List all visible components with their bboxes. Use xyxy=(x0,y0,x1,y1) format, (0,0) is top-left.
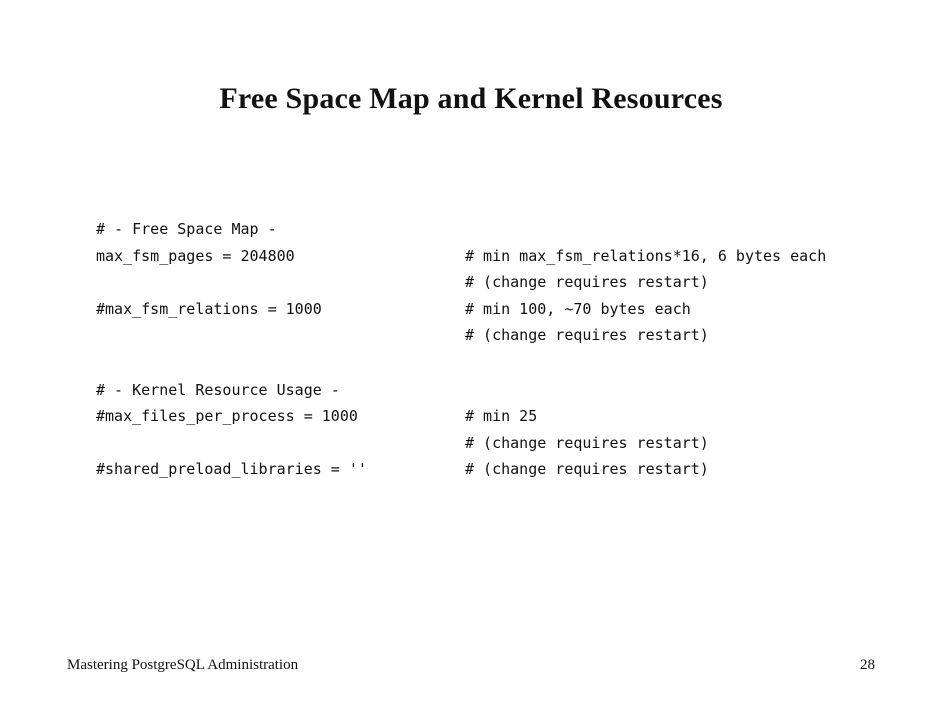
config-setting: #shared_preload_libraries = '' xyxy=(96,460,367,478)
code-line xyxy=(96,247,896,274)
footer-course-title: Mastering PostgreSQL Administration xyxy=(67,657,299,673)
code-line xyxy=(96,220,896,247)
code-line xyxy=(96,460,896,487)
config-code-block xyxy=(96,220,896,487)
config-comment: # min 25 xyxy=(465,407,538,425)
code-line xyxy=(96,407,896,434)
code-line xyxy=(96,300,896,327)
config-comment: # min 100, ~70 bytes each xyxy=(465,299,691,318)
code-line-blank xyxy=(96,353,896,381)
config-setting: # - Kernel Resource Usage - xyxy=(96,380,340,399)
code-line xyxy=(96,381,896,408)
code-line xyxy=(96,326,896,353)
footer-page-number: 28 xyxy=(860,657,875,673)
config-comment: # (change requires restart) xyxy=(465,460,709,478)
config-setting: #max_fsm_relations = 1000 xyxy=(96,299,322,318)
config-setting: # - Free Space Map - xyxy=(96,220,277,238)
config-comment: # min max_fsm_relations*16, 6 bytes each xyxy=(465,246,827,265)
config-setting: #max_files_per_process = 1000 xyxy=(96,407,358,425)
config-setting: max_fsm_pages = 204800 xyxy=(96,246,295,265)
code-line xyxy=(96,434,896,461)
slide-title: Free Space Map and Kernel Resources xyxy=(219,82,723,115)
code-line xyxy=(96,273,896,300)
config-comment: # (change requires restart) xyxy=(465,273,709,291)
config-comment: # (change requires restart) xyxy=(465,326,709,344)
config-comment: # (change requires restart) xyxy=(465,433,709,452)
